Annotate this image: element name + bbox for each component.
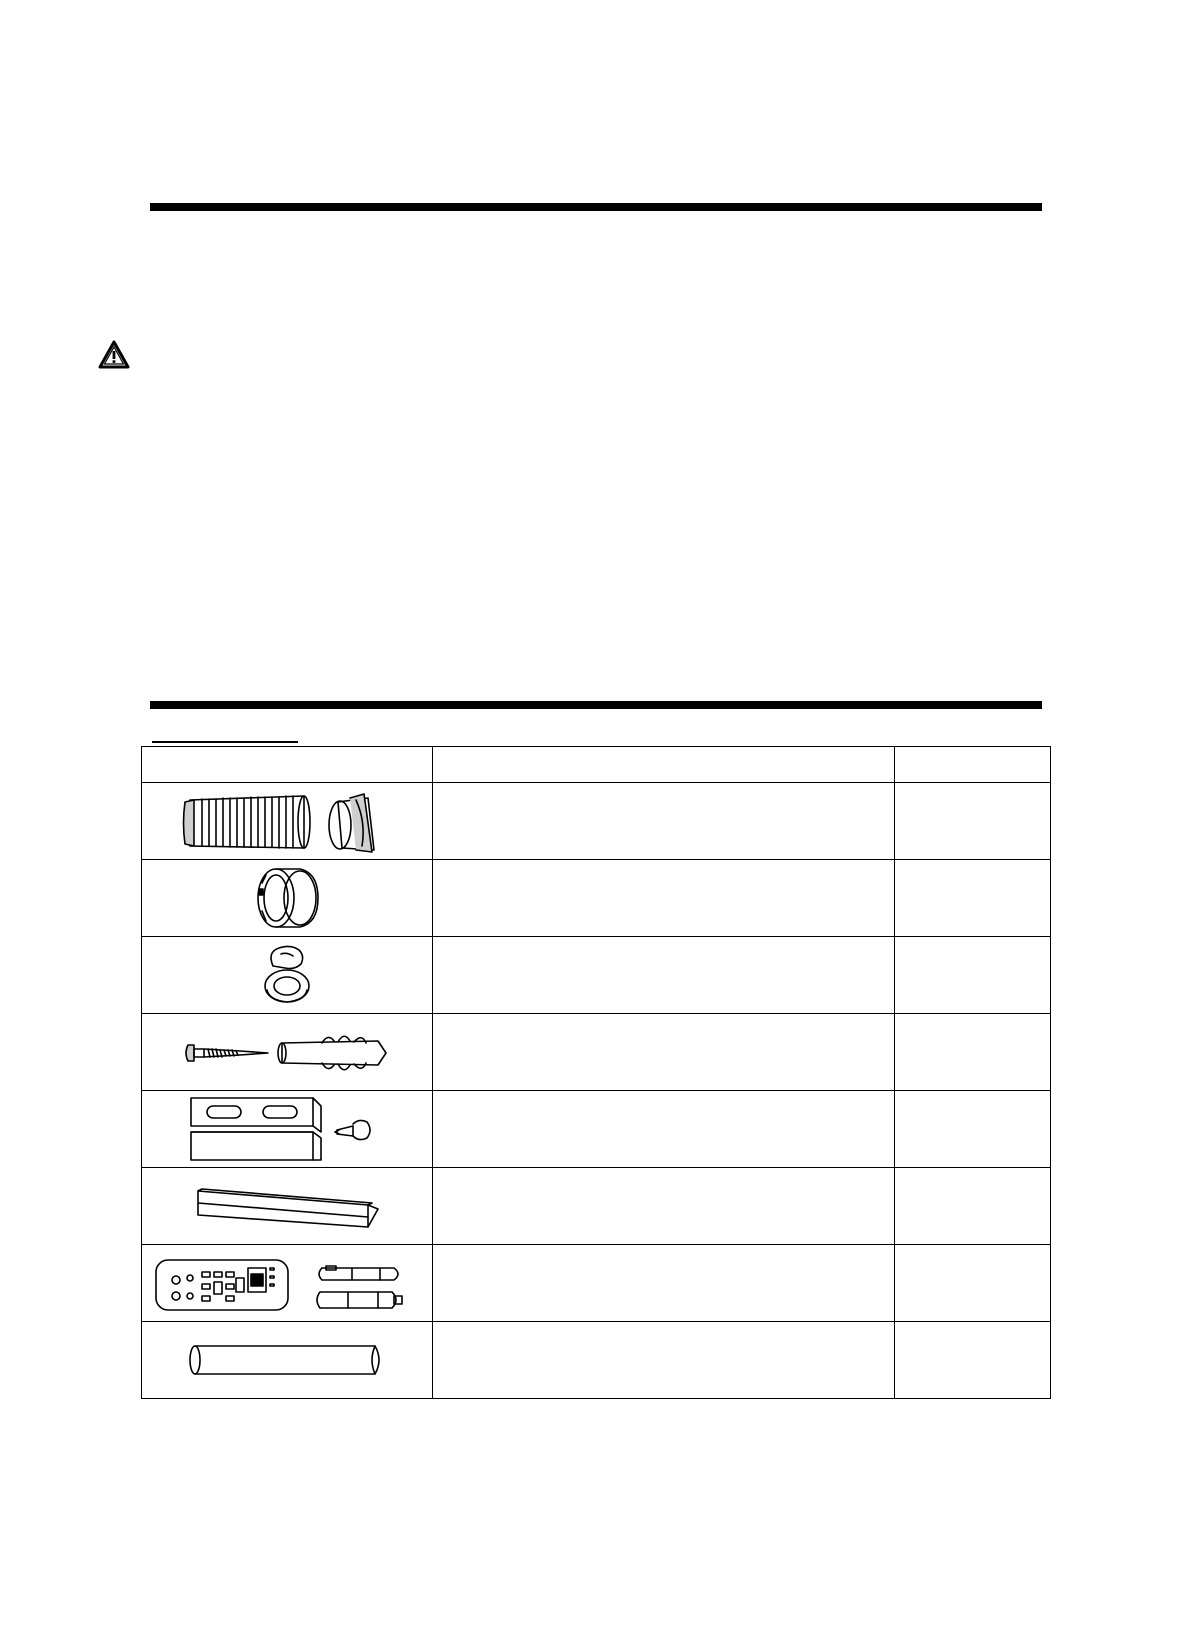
- part-picture-cell: [142, 1245, 433, 1322]
- part-name: [433, 1245, 895, 1322]
- part-name: [433, 1322, 895, 1399]
- part-picture-cell: [142, 1168, 433, 1245]
- section-rule-parts: [150, 701, 1042, 709]
- part-picture-cell: [142, 1014, 433, 1091]
- part-quantity: [895, 1245, 1051, 1322]
- remote-control-and-batteries-icon: [152, 1250, 422, 1316]
- table-row: [142, 1014, 1051, 1091]
- drain-plug-icon: [257, 942, 317, 1008]
- header-picture: [142, 747, 433, 783]
- section-rule-top: [150, 203, 1042, 211]
- table-row: [142, 1168, 1051, 1245]
- part-name: [433, 783, 895, 860]
- foam-seal-strip-icon: [192, 1181, 382, 1231]
- screw-and-anchor-icon: [182, 1027, 392, 1077]
- table-row: [142, 783, 1051, 860]
- accessories-table: [141, 746, 1051, 1399]
- header-quantity: [895, 747, 1051, 783]
- window-bracket-and-bolt-icon: [187, 1094, 387, 1164]
- part-name: [433, 860, 895, 937]
- part-picture-cell: [142, 783, 433, 860]
- part-quantity: [895, 1091, 1051, 1168]
- part-quantity: [895, 937, 1051, 1014]
- part-name: [433, 937, 895, 1014]
- table-row: [142, 860, 1051, 937]
- table-header-row: [142, 747, 1051, 783]
- hose-adapter-ring-icon: [252, 865, 322, 931]
- table-row: [142, 1245, 1051, 1322]
- part-picture-cell: [142, 937, 433, 1014]
- warning-triangle-icon: [98, 340, 130, 369]
- table-row: [142, 937, 1051, 1014]
- part-quantity: [895, 783, 1051, 860]
- part-quantity: [895, 860, 1051, 937]
- part-name: [433, 1168, 895, 1245]
- part-picture-cell: [142, 860, 433, 937]
- part-quantity: [895, 1014, 1051, 1091]
- table-row: [142, 1091, 1051, 1168]
- header-name: [433, 747, 895, 783]
- part-quantity: [895, 1168, 1051, 1245]
- table-row: [142, 1322, 1051, 1399]
- part-picture-cell: [142, 1322, 433, 1399]
- part-quantity: [895, 1322, 1051, 1399]
- parts-heading-underline: [152, 741, 298, 743]
- exhaust-hose-with-adapter-icon: [182, 788, 392, 854]
- part-name: [433, 1091, 895, 1168]
- foam-tube-icon: [187, 1340, 387, 1380]
- part-picture-cell: [142, 1091, 433, 1168]
- part-name: [433, 1014, 895, 1091]
